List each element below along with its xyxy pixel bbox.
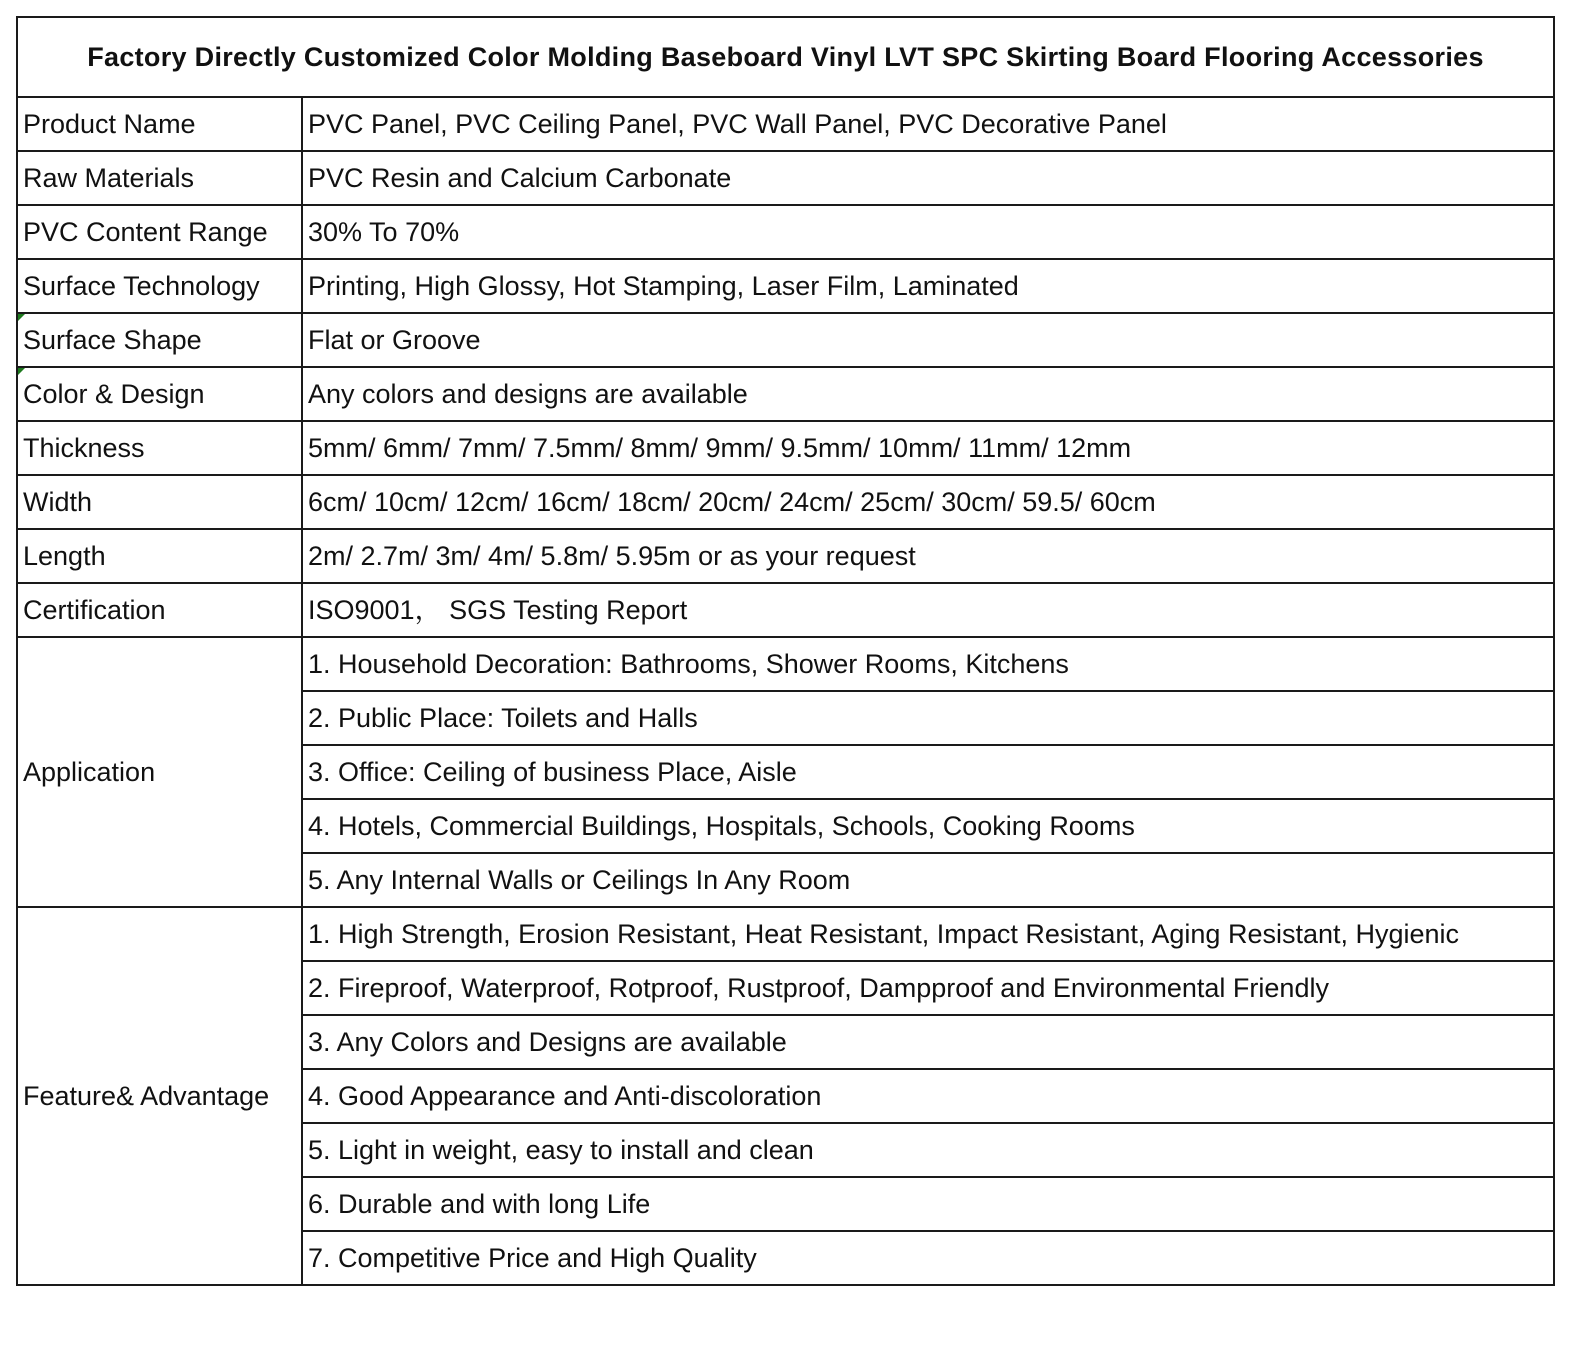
spec-label: PVC Content Range — [17, 205, 302, 259]
feature-item: 3. Any Colors and Designs are available — [302, 1015, 1554, 1069]
feature-item: 1. High Strength, Erosion Resistant, Heat Resistant, Impact Resistant, Aging Resistant, Hygienic — [302, 907, 1554, 961]
spec-row-product-name — [17, 97, 1554, 151]
feature-item: 5. Light in weight, easy to install and clean — [302, 1123, 1554, 1177]
cell-comment-marker — [18, 368, 25, 375]
spec-row-length — [17, 529, 1554, 583]
spec-table — [16, 16, 1555, 1286]
feature-item: 4. Good Appearance and Anti-discoloration — [302, 1069, 1554, 1123]
spec-label: Raw Materials — [17, 151, 302, 205]
application-item: 4. Hotels, Commercial Buildings, Hospitals, Schools, Cooking Rooms — [302, 799, 1554, 853]
title-row — [17, 17, 1554, 97]
spec-row-raw-materials — [17, 151, 1554, 205]
spec-row-color-design — [17, 367, 1554, 421]
spec-label: Surface Technology — [17, 259, 302, 313]
spec-value: PVC Resin and Calcium Carbonate — [302, 151, 1554, 205]
spec-label: Surface Shape — [23, 325, 202, 355]
spec-value: Flat or Groove — [302, 313, 1554, 367]
feature-row — [17, 907, 1554, 961]
spec-value: 6cm/ 10cm/ 12cm/ 16cm/ 18cm/ 20cm/ 24cm/ 25cm/ 30cm/ 59.5/ 60cm — [302, 475, 1554, 529]
spec-value: ISO9001， SGS Testing Report — [302, 583, 1554, 637]
spec-label: Length — [17, 529, 302, 583]
feature-item: 7. Competitive Price and High Quality — [302, 1231, 1554, 1285]
application-item: 3. Office: Ceiling of business Place, Aisle — [302, 745, 1554, 799]
feature-label: Feature& Advantage — [17, 907, 302, 1285]
spec-value: PVC Panel, PVC Ceiling Panel, PVC Wall Panel, PVC Decorative Panel — [302, 97, 1554, 151]
spec-label: Thickness — [17, 421, 302, 475]
feature-item: 2. Fireproof, Waterproof, Rotproof, Rustproof, Dampproof and Environmental Friendly — [302, 961, 1554, 1015]
spec-row-pvc-content-range — [17, 205, 1554, 259]
feature-item: 6. Durable and with long Life — [302, 1177, 1554, 1231]
table-title: Factory Directly Customized Color Molding Baseboard Vinyl LVT SPC Skirting Board Flooring Accessories — [17, 17, 1554, 97]
spec-label: Width — [17, 475, 302, 529]
cell-comment-marker — [18, 314, 25, 321]
spec-row-width — [17, 475, 1554, 529]
spec-value: 30% To 70% — [302, 205, 1554, 259]
spec-row-thickness — [17, 421, 1554, 475]
spec-value: 2m/ 2.7m/ 3m/ 4m/ 5.8m/ 5.95m or as your request — [302, 529, 1554, 583]
spec-row-surface-technology — [17, 259, 1554, 313]
spec-label: Certification — [17, 583, 302, 637]
spec-row-surface-shape — [17, 313, 1554, 367]
application-item: 2. Public Place: Toilets and Halls — [302, 691, 1554, 745]
application-item: 1. Household Decoration: Bathrooms, Shower Rooms, Kitchens — [302, 637, 1554, 691]
application-row — [17, 637, 1554, 691]
application-label: Application — [17, 637, 302, 907]
spec-row-certification — [17, 583, 1554, 637]
spec-value: Any colors and designs are available — [302, 367, 1554, 421]
application-item: 5. Any Internal Walls or Ceilings In Any Room — [302, 853, 1554, 907]
spec-label: Product Name — [17, 97, 302, 151]
spec-label-cell — [17, 313, 302, 367]
spec-label-cell — [17, 367, 302, 421]
spec-value: 5mm/ 6mm/ 7mm/ 7.5mm/ 8mm/ 9mm/ 9.5mm/ 10mm/ 11mm/ 12mm — [302, 421, 1554, 475]
spec-value: Printing, High Glossy, Hot Stamping, Laser Film, Laminated — [302, 259, 1554, 313]
spec-label: Color & Design — [23, 379, 205, 409]
